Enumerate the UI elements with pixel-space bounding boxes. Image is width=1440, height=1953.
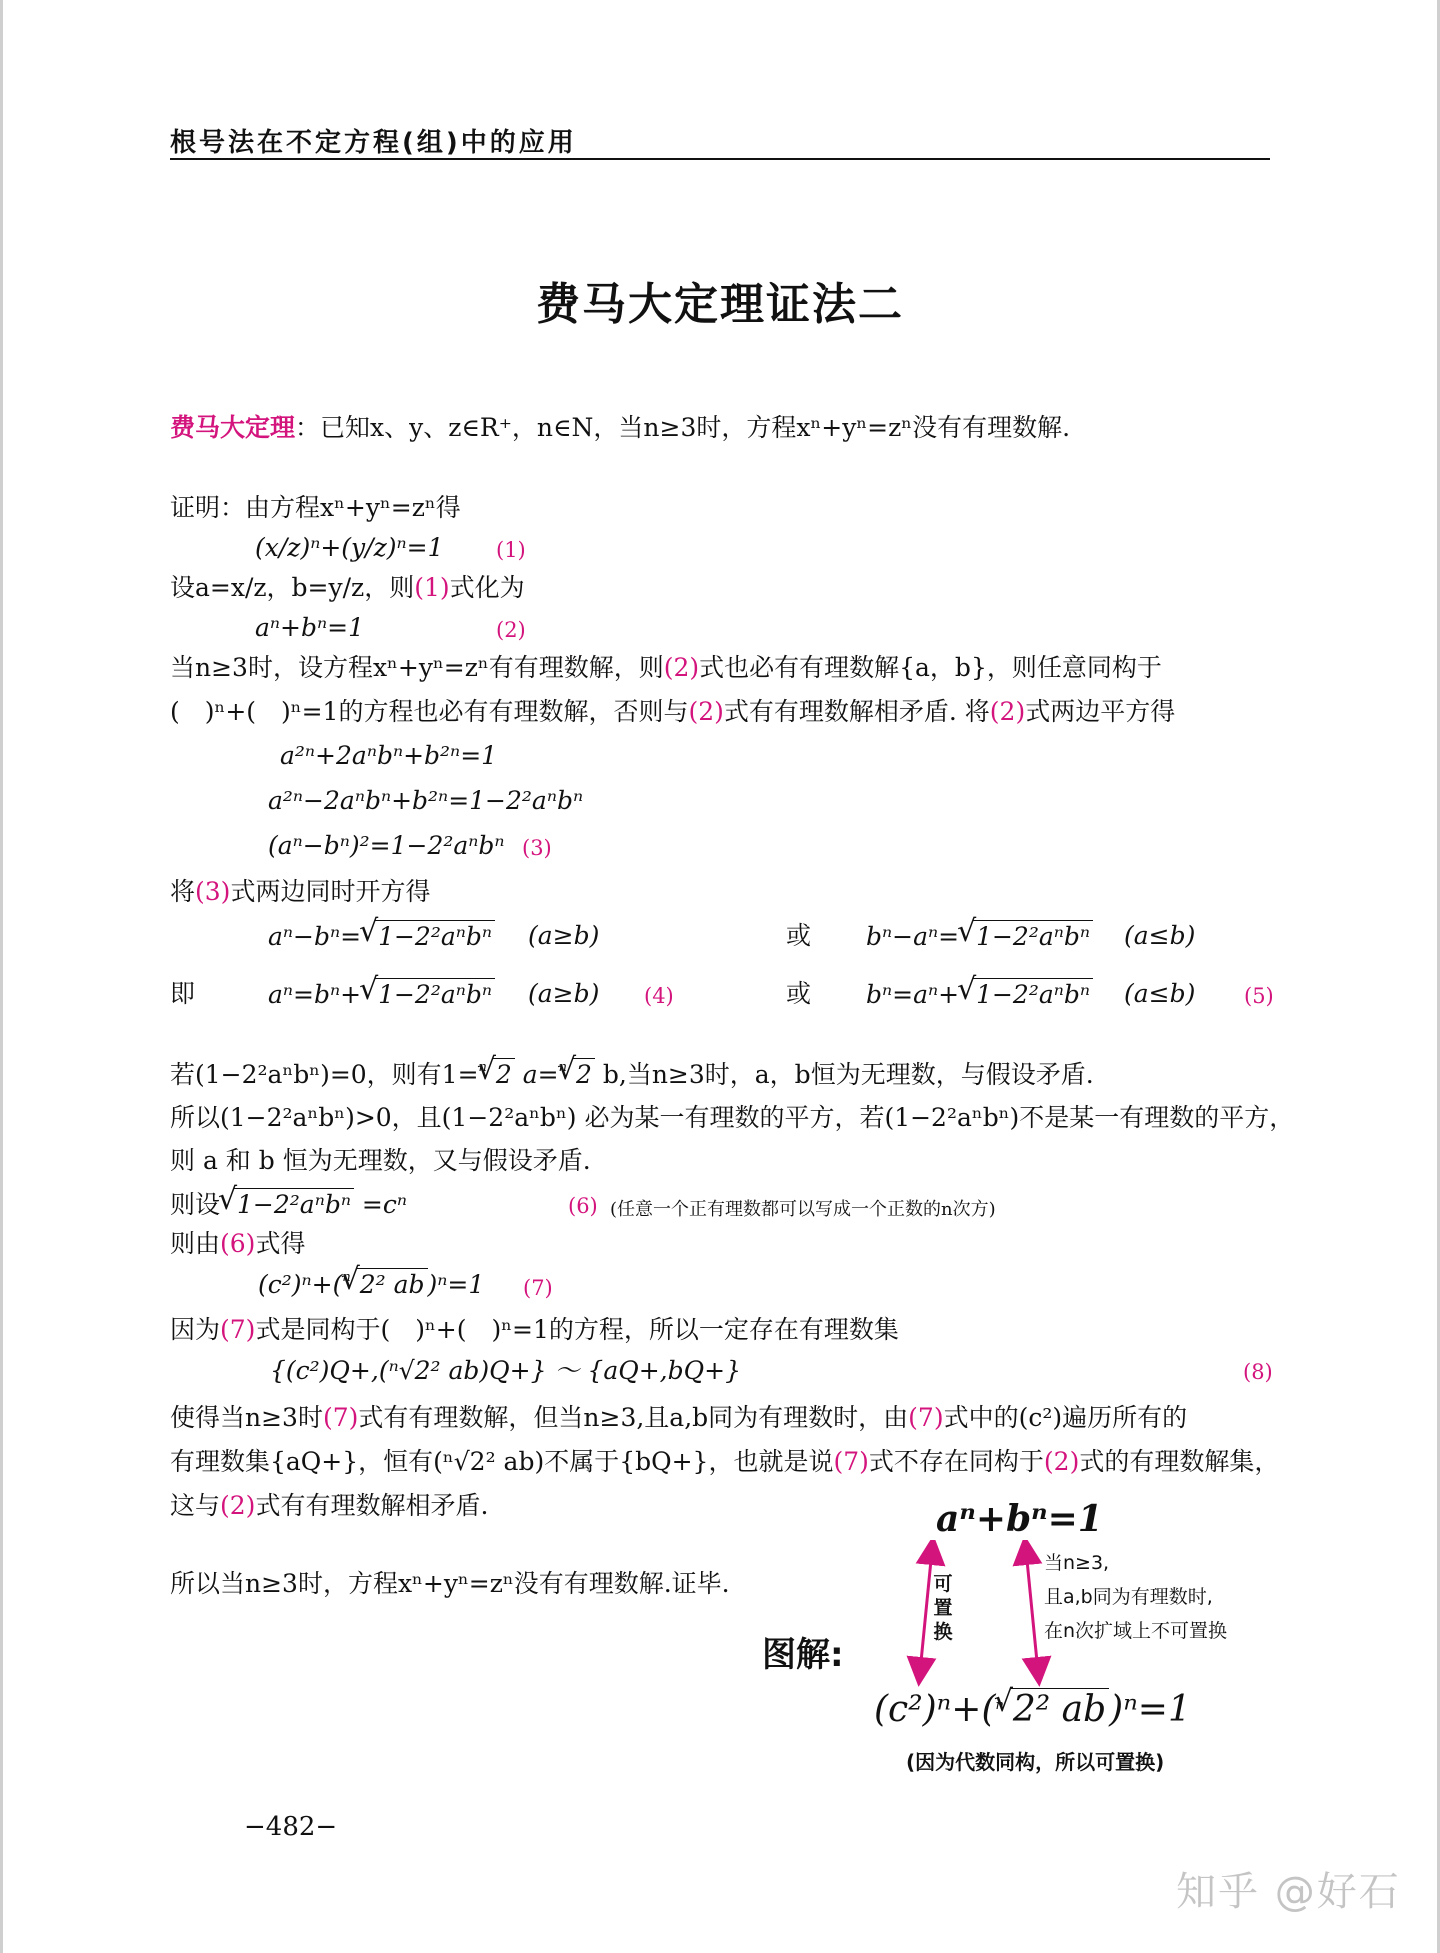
ref-eq-2: (2): [220, 1491, 256, 1520]
namely-word: 即: [170, 979, 196, 1008]
diagram-caption: (因为代数同构，所以可置换): [906, 1750, 1165, 1774]
text: 则由: [170, 1229, 221, 1258]
paragraph-reasoning-3: [170, 1490, 488, 1522]
ref-eq-7: (7): [833, 1447, 869, 1476]
text: 式得: [255, 1229, 306, 1258]
ref-eq-6: (6): [220, 1229, 256, 1258]
theorem-statement: [170, 412, 1070, 444]
text: 则设: [170, 1190, 221, 1219]
diagram-label: 图解:: [762, 1635, 844, 1675]
equation-note-6: (任意一个正有理数都可以写成一个正数的n次方): [610, 1199, 996, 1220]
equation-label-1: (1): [496, 538, 526, 562]
ref-eq-3: (3): [195, 877, 231, 906]
text: 有理数集{aQ+}，恒有(ⁿ√2² ab)不属于{bQ+}，也就是说: [170, 1447, 834, 1476]
condition-a-le-b: (a≤b): [1124, 921, 1196, 950]
text: 式是同构于( )ⁿ+( )ⁿ=1的方程，所以一定存在有理数集: [255, 1315, 899, 1344]
text: 若(1−2²aⁿbⁿ)=0，则有1=: [170, 1060, 479, 1089]
conclusion: 所以当n≥3时，方程xⁿ+yⁿ=zⁿ没有有理数解.证毕.: [170, 1569, 730, 1598]
equation-1: (x/z)ⁿ+(y/z)ⁿ=1: [255, 533, 444, 562]
diagram-bottom-equation: [874, 1688, 1191, 1730]
root-index: n: [995, 1698, 1004, 1713]
root-index: n: [478, 1060, 487, 1075]
text: b,当n≥3时，a，b恒为无理数，与假设矛盾.: [602, 1060, 1094, 1089]
note-line: 当n≥3,: [1044, 1552, 1110, 1574]
text: 式不存在同构于: [868, 1447, 1044, 1476]
equation-square-rearranged: a²ⁿ−2aⁿbⁿ+b²ⁿ=1−2²aⁿbⁿ: [268, 786, 584, 815]
paragraph-isomorphic: [170, 696, 1175, 728]
text: 式化为: [449, 573, 525, 602]
radicand: 1−2²aⁿbⁿ: [973, 920, 1093, 953]
text: 式中的(c²)遍历所有的: [943, 1403, 1188, 1432]
equation-8: {(c²)Q+,(ⁿ√2² ab)Q+} ～ {aQ+,bQ+}: [270, 1356, 741, 1385]
equation-label-4: (4): [644, 984, 674, 1008]
equation-2: aⁿ+bⁿ=1: [255, 613, 364, 642]
condition-a-le-b: (a≤b): [1124, 979, 1196, 1008]
equation-4: [268, 978, 495, 1011]
text: 设a=x/z，b=y/z，则: [170, 573, 415, 602]
proof-start: 证明：由方程xⁿ+yⁿ=zⁿ得: [170, 493, 461, 522]
radicand: 2: [573, 1058, 595, 1091]
radicand: 1−2²aⁿbⁿ: [973, 978, 1093, 1011]
diagram-top-equation: aⁿ+bⁿ=1: [936, 1498, 1103, 1540]
sqrt: [361, 978, 495, 1011]
note-line: 在n次扩域上不可置换: [1044, 1620, 1228, 1642]
header-rule: [170, 158, 1270, 160]
equation-square-expanded: a²ⁿ+2aⁿbⁿ+b²ⁿ=1: [280, 741, 498, 770]
equation-7: [258, 1268, 484, 1306]
arrow-right: [1026, 1550, 1038, 1672]
sqrt: [959, 978, 1093, 1011]
ref-eq-7: (7): [322, 1403, 359, 1432]
text: 式两边平方得: [1025, 697, 1176, 726]
ref-eq-7: (7): [220, 1315, 256, 1344]
text: 使得当n≥3时: [170, 1403, 323, 1432]
lhs: bⁿ=aⁿ+: [866, 980, 960, 1009]
radicand: 1−2²aⁿbⁿ: [375, 920, 495, 953]
equation-5: [866, 978, 1093, 1011]
text: )ⁿ=1: [1109, 1689, 1191, 1730]
page-title: 费马大定理证法二: [536, 279, 904, 330]
sqrt: [996, 1688, 1109, 1730]
equation-label-3: (3): [522, 836, 552, 860]
condition-a-ge-b: (a≥b): [528, 979, 600, 1008]
radicand: 2² ab: [357, 1268, 428, 1301]
paragraph-contradiction: 则 a 和 b 恒为无理数，又与假设矛盾.: [170, 1146, 591, 1175]
equation-root-b: [866, 920, 1093, 953]
page-number: −482−: [244, 1812, 338, 1842]
equation-3: (aⁿ−bⁿ)²=1−2²aⁿbⁿ: [268, 831, 505, 860]
or-word: 或: [786, 979, 812, 1008]
sqrt: [479, 1058, 515, 1091]
arrow-left: [920, 1550, 932, 1672]
text: (c²)ⁿ+(: [258, 1270, 343, 1299]
equation-label-8: (8): [1243, 1360, 1273, 1384]
text: 将: [170, 877, 196, 906]
root-index: n: [558, 1060, 568, 1075]
ref-eq-2: (2): [663, 653, 700, 682]
theorem-text: ：已知x、y、z∈R⁺，n∈N，当n≥3时，方程xⁿ+yⁿ=zⁿ没有有理数解.: [295, 413, 1071, 442]
equation-label-7: (7): [523, 1276, 553, 1300]
equation-root-a: [268, 920, 495, 953]
condition-a-ge-b: (a≥b): [528, 921, 600, 950]
text: 式也必有有理数解{a，b}，则任意同构于: [699, 653, 1162, 682]
diagram-left-text: 可置换: [933, 1573, 953, 1643]
paragraph-positive-case: 所以(1−2²aⁿbⁿ)>0，且(1−2²aⁿbⁿ) 必为某一有理数的平方，若(1−2²aⁿbⁿ)不是某一有理数的平方，: [170, 1103, 1295, 1132]
paragraph-set-c: [170, 1188, 407, 1221]
text: 这与: [170, 1491, 221, 1520]
equation-label-6: (6): [568, 1194, 598, 1218]
paragraph-assumption: [170, 652, 1162, 684]
paragraph-zero-case: [170, 1058, 1094, 1096]
ref-eq-7: (7): [908, 1403, 944, 1432]
watermark: 知乎 @好石: [1176, 1869, 1401, 1915]
diagram-arrows: [880, 1540, 1060, 1690]
diagram-right-note: [1044, 1546, 1227, 1648]
equation-label-2: (2): [496, 618, 526, 642]
text: 当n≥3时，设方程xⁿ+yⁿ=zⁿ有有理数解，则: [170, 653, 664, 682]
sqrt: [361, 920, 495, 953]
text: 式两边同时开方得: [230, 877, 431, 906]
sqrt: [343, 1268, 428, 1301]
ref-eq-2: (2): [688, 697, 724, 726]
sqrt: [220, 1188, 354, 1221]
paragraph-isomorphic-7: [170, 1314, 899, 1346]
text: 式有有理数解相矛盾. 将: [723, 697, 990, 726]
text: ( )ⁿ+( )ⁿ=1的方程也必有有理数解，否则与: [170, 697, 689, 726]
sqrt: [559, 1058, 595, 1091]
ref-eq-1: (1): [414, 573, 450, 602]
ref-eq-2: (2): [1043, 1447, 1080, 1476]
text: )ⁿ=1: [427, 1270, 485, 1299]
substitution-line: [170, 572, 525, 604]
text: 式有有理数解相矛盾.: [255, 1491, 489, 1520]
radicand: 2² ab: [1010, 1688, 1109, 1730]
lhs: aⁿ−bⁿ=: [268, 922, 362, 951]
or-word: 或: [786, 921, 812, 950]
running-header: 根号法在不定方程(组)中的应用: [170, 128, 577, 158]
paragraph-root: [170, 876, 430, 908]
paragraph-reasoning-2: [170, 1446, 1279, 1478]
radicand: 1−2²aⁿbⁿ: [234, 1188, 354, 1221]
ref-eq-2: (2): [989, 697, 1026, 726]
text: 式的有理数解集，: [1079, 1447, 1280, 1476]
sqrt: [959, 920, 1093, 953]
paragraph-reasoning-1: [170, 1402, 1187, 1434]
text: a=: [522, 1060, 559, 1089]
text: 式有有理数解，但当n≥3,且a,b同为有理数时，由: [358, 1403, 909, 1432]
radicand: 1−2²aⁿbⁿ: [375, 978, 495, 1011]
root-index: n: [342, 1270, 351, 1285]
text: 因为: [170, 1315, 221, 1344]
lhs: bⁿ−aⁿ=: [866, 922, 960, 951]
paragraph-from-6: [170, 1228, 305, 1260]
text: (c²)ⁿ+(: [874, 1689, 996, 1730]
radicand: 2: [493, 1058, 515, 1091]
lhs: aⁿ=bⁿ+: [268, 980, 362, 1009]
theorem-label: 费马大定理: [170, 413, 296, 442]
equation-label-5: (5): [1244, 984, 1274, 1008]
text: =cⁿ: [361, 1190, 408, 1219]
note-line: 且a,b同为有理数时,: [1044, 1586, 1213, 1608]
